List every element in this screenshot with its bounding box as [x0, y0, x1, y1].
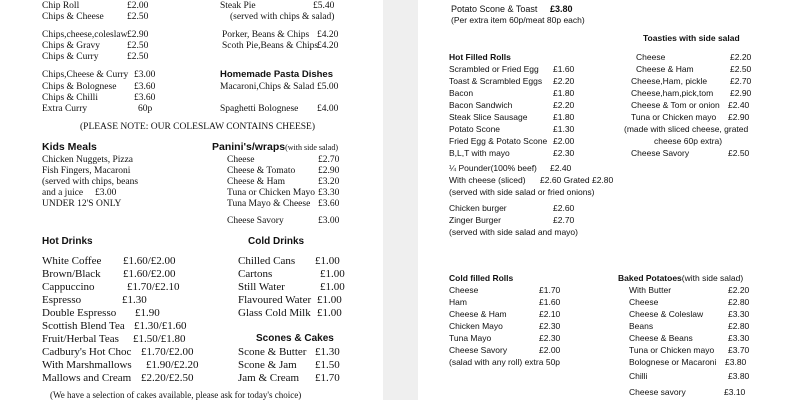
menu-item-name: Cheese & Ham [449, 309, 507, 319]
cold-drinks-heading: Cold Drinks [248, 236, 305, 247]
menu-item-price: £5.00 [317, 82, 339, 92]
menu-item-price: £1.70 [539, 285, 561, 295]
menu-item-name: Cappuccino [42, 281, 95, 293]
menu-item-price: £1.60 [553, 64, 575, 74]
menu-item-name: Fried Egg & Potato Scone [449, 136, 548, 146]
menu-item-price: £2.90 [730, 88, 752, 98]
menu-item-price: £1.30 [122, 294, 147, 306]
menu-item-price: £2.90 [127, 30, 149, 40]
menu-item-price: £2.20 [728, 285, 750, 295]
menu-item-price: £2.80 [728, 297, 750, 307]
menu-item-price: £1.60 [539, 297, 561, 307]
menu-item-price: £2.80 [728, 321, 750, 331]
kids-line: Fish Fingers, Macaroni [42, 166, 131, 176]
menu-item-name: Brown/Black [42, 268, 101, 280]
menu-item-price: £3.20 [318, 177, 340, 187]
toasties-note: cheese 60p extra) [654, 136, 723, 146]
menu-item-price: £1.50/£1.80 [133, 333, 186, 345]
menu-item-price: £3.30 [318, 188, 340, 198]
menu-item-note: (served with side salad or fried onions) [449, 187, 595, 197]
menu-item-name: Chips & Bolognese [42, 82, 117, 92]
menu-item-name: Chips,cheese,coleslaw [42, 30, 128, 40]
menu-item-name: Bacon [449, 88, 474, 98]
menu-item-name: Cheese Savory [449, 345, 508, 355]
menu-item-name: Steak Slice Sausage [449, 112, 528, 122]
menu-item-price: £2.90 [728, 112, 750, 122]
menu-item-price: £2.70 [318, 155, 340, 165]
coleslaw-note: (PLEASE NOTE: OUR COLESLAW CONTAINS CHEESE) [80, 122, 316, 132]
menu-item-price: £1.70/£2.10 [127, 281, 180, 293]
kids-line: and a juice [42, 188, 84, 198]
menu-item-note: (served with chips & salad) [230, 12, 335, 22]
menu-item-price: £3.60 [318, 199, 340, 209]
menu-item-name: Chilled Cans [238, 255, 296, 267]
potatoes-subheading: (with side salad) [681, 273, 744, 283]
menu-item-price: £1.00 [320, 281, 345, 293]
potatoes-heading-row [618, 274, 743, 284]
menu-item-name: Fruit/Herbal Teas [42, 333, 119, 345]
menu-item-name: ¼ Pounder(100% beef) [449, 163, 537, 173]
menu-item-price: £1.30/£1.60 [134, 320, 187, 332]
kids-price: £3.00 [95, 188, 117, 198]
kids-line: UNDER 12'S ONLY [42, 199, 122, 209]
menu-item-price: £4.20 [317, 30, 339, 40]
menu-item-name: Cartons [238, 268, 273, 280]
menu-item-price: £2.10 [539, 309, 561, 319]
paninis-heading: Panini's/wraps [212, 141, 286, 153]
menu-item-name: Bacon Sandwich [449, 100, 513, 110]
menu-item-name: With cheese (sliced) [449, 175, 526, 185]
menu-item-name: Mallows and Cream [42, 372, 132, 384]
menu-item-note: (Per extra item 60p/meat 80p each) [451, 15, 585, 25]
menu-item-price: £1.00 [317, 294, 342, 306]
menu-item-name: Cheese,Ham, pickle [631, 76, 708, 86]
menu-item-name: Cheese & Ham [227, 177, 286, 187]
menu-item-name: Cheese [449, 285, 479, 295]
menu-item-price: £2.70 [730, 76, 752, 86]
menu-item-price: 60p [138, 104, 153, 114]
menu-item-price: £1.30 [553, 124, 575, 134]
menu-item-name: Cheese Savory [227, 216, 284, 226]
toasties-heading: Toasties with side salad [643, 33, 740, 43]
menu-item-price: £3.30 [728, 309, 750, 319]
menu-item-price: £2.70 [553, 215, 575, 225]
menu-item-price: £2.50 [127, 12, 149, 22]
menu-item-name: Macaroni,Chips & Salad [220, 82, 315, 92]
menu-item-name: Extra Curry [42, 104, 88, 114]
menu-item-price: £2.20 [730, 52, 752, 62]
menu-item-name: Glass Cold Milk [238, 307, 311, 319]
menu-item-price: £2.30 [539, 321, 561, 331]
toasties-note: (made with sliced cheese, grated [624, 124, 749, 134]
menu-item-price: £2.20 [553, 76, 575, 86]
menu-item-price: £1.90/£2.20 [146, 359, 199, 371]
menu-item-price: £1.30 [315, 346, 340, 358]
menu-item-name: Tuna Mayo & Cheese [227, 199, 311, 209]
menu-item-price: £1.50 [315, 359, 340, 371]
menu-item-name: Tuna Mayo [449, 333, 492, 343]
menu-item-price: £3.80 [725, 357, 747, 367]
menu-item-name: Cheese [629, 297, 659, 307]
kids-heading: Kids Meals [42, 141, 97, 153]
menu-item-price: £3.80 [550, 4, 573, 14]
menu-item-name: White Coffee [42, 255, 102, 267]
menu-item-name: Cheese [227, 155, 255, 165]
menu-item-price: £5.40 [313, 1, 335, 11]
menu-item-price: £2.00 [553, 136, 575, 146]
menu-item-name: Scone & Jam [238, 359, 297, 371]
menu-item-name: Double Espresso [42, 307, 117, 319]
menu-item-price: £3.60 [134, 93, 156, 103]
menu-item-price: £1.80 [553, 112, 575, 122]
menu-item-name: Chilli [629, 371, 648, 381]
cold-rolls-heading: Cold filled Rolls [449, 273, 514, 283]
paninis-subheading: (with side salad) [285, 143, 338, 152]
menu-item-price: £2.90 [318, 166, 340, 176]
menu-item-price: £2.40 [550, 163, 572, 173]
menu-item-price: £2.30 [553, 148, 575, 158]
menu-item-name: Cadbury's Hot Choc [42, 346, 132, 358]
menu-item-name: Cheese & Tom or onion [631, 100, 720, 110]
menu-item-name: Cheese Savory [631, 148, 690, 158]
menu-item-price: £1.80 [553, 88, 575, 98]
hot-rolls-heading: Hot Filled Rolls [449, 52, 511, 62]
menu-item-price: £2.50 [127, 52, 149, 62]
kids-line: Chicken Nuggets, Pizza [42, 155, 134, 165]
left-menu-page [0, 0, 383, 400]
menu-item-name: Bolognese or Macaroni [629, 357, 717, 367]
menu-item-name: Chips & Cheese [42, 12, 104, 22]
menu-item-name: Cheese,ham,pick,tom [631, 88, 714, 98]
menu-item-price: £1.00 [315, 255, 340, 267]
menu-item-price: £1.00 [317, 307, 342, 319]
menu-item-price: £2.20 [553, 100, 575, 110]
cakes-note: (We have a selection of cakes available, please ask for today's choice) [50, 390, 302, 400]
menu-item-price: £2.50 [730, 64, 752, 74]
menu-item-price: £2.20/£2.50 [141, 372, 194, 384]
paninis-heading-row [212, 141, 338, 154]
menu-item-price: £2.40 [728, 100, 750, 110]
menu-item-price: £1.60/£2.00 [123, 268, 176, 280]
kids-line: (served with chips, beans [42, 177, 139, 187]
menu-item-price: £2.30 [539, 333, 561, 343]
cold-rolls-note: (salad with any roll) extra 50p [449, 357, 561, 367]
menu-item-price: £3.80 [728, 371, 750, 381]
menu-item-name: Cheese & Ham [636, 64, 694, 74]
menu-item-name: Scrambled or Fried Egg [449, 64, 539, 74]
menu-item-price: £2.60 [553, 203, 575, 213]
menu-item-price: £2.60 Grated £2.80 [540, 175, 614, 185]
menu-item-name: Cheese [636, 52, 666, 62]
menu-item-name: Jam & Cream [238, 372, 300, 384]
menu-item-name: Scoth Pie,Beans & Chips [222, 41, 319, 51]
menu-item-price: £3.00 [134, 70, 156, 80]
menu-item-name: Steak Pie [220, 1, 256, 11]
menu-item-price: £1.60/£2.00 [123, 255, 176, 267]
menu-item-name: Beans [629, 321, 654, 331]
menu-item-name: With Marshmallows [42, 359, 132, 371]
page-gap [383, 0, 418, 400]
menu-item-price: £1.90 [135, 307, 160, 319]
menu-item-price: £3.00 [318, 216, 340, 226]
menu-item-price: £2.00 [127, 1, 149, 11]
menu-item-name: Cheese & Coleslaw [629, 309, 704, 319]
menu-item-name: Potato Scone [449, 124, 501, 134]
menu-item-name: Chips & Curry [42, 52, 99, 62]
menu-item-name: Scottish Blend Tea [42, 320, 125, 332]
menu-item-name: Porker, Beans & Chips [222, 30, 310, 40]
menu-item-name: Chips & Gravy [42, 41, 101, 51]
menu-item-name: Chicken Mayo [449, 321, 503, 331]
menu-item-name: Chip Roll [42, 1, 80, 11]
menu-item-price: £2.00 [539, 345, 561, 355]
menu-item-name: Tuna or Chicken Mayo [227, 188, 316, 198]
menu-item-price: £3.70 [728, 345, 750, 355]
menu-item-price: £3.10 [724, 387, 746, 397]
menu-item-name: Still Water [238, 281, 285, 293]
menu-item-name: Tuna or Chicken mayo [631, 112, 717, 122]
menu-item-name: Espresso [42, 294, 82, 306]
menu-item-name: Chips,Cheese & Curry [42, 70, 129, 80]
menu-item-name: Cheese & Beans [629, 333, 693, 343]
menu-item-name: Flavoured Water [238, 294, 312, 306]
menu-item-name: Chips & Chilli [42, 93, 98, 103]
menu-item-name: Ham [449, 297, 467, 307]
scones-heading: Scones & Cakes [256, 333, 334, 344]
menu-item-price: £1.70 [315, 372, 340, 384]
menu-item-name: Cheese savory [629, 387, 686, 397]
menu-item-name: B,L,T with mayo [449, 148, 510, 158]
menu-item-name: Toast & Scrambled Eggs [449, 76, 543, 86]
menu-item-name: Cheese & Tomato [227, 166, 296, 176]
menu-item-price: £2.50 [728, 148, 750, 158]
menu-item-price: £1.70/£2.00 [141, 346, 194, 358]
menu-item-name: Tuna or Chicken mayo [629, 345, 715, 355]
menu-item-name: Scone & Butter [238, 346, 307, 358]
menu-item-name: Spaghetti Bolognese [220, 104, 299, 114]
menu-item-price: £3.30 [728, 333, 750, 343]
menu-item-name: With Butter [629, 285, 672, 295]
menu-item-note: (served with side salad and mayo) [449, 227, 578, 237]
pasta-heading: Homemade Pasta Dishes [220, 69, 333, 80]
menu-item-price: £3.60 [134, 82, 156, 92]
menu-item-name: Chicken burger [449, 203, 507, 213]
menu-item-price: £2.50 [127, 41, 149, 51]
menu-item-name: Potato Scone & Toast [451, 4, 538, 14]
potatoes-heading: Baked Potatoes [618, 273, 682, 283]
menu-item-price: £4.20 [317, 41, 339, 51]
hot-drinks-heading: Hot Drinks [42, 236, 93, 247]
menu-item-name: Zinger Burger [449, 215, 501, 225]
right-menu-page [418, 0, 800, 400]
menu-item-price: £4.00 [317, 104, 339, 114]
menu-item-price: £1.00 [320, 268, 345, 280]
